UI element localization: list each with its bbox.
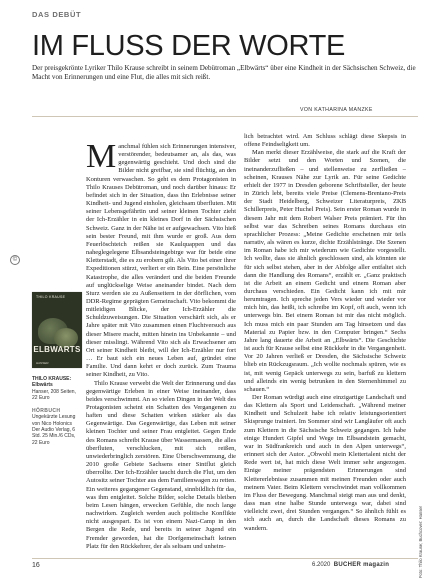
issue-number: 6.2020 [312, 562, 331, 568]
article-column-1 [86, 138, 236, 551]
article-paragraph: Thilo Krause verwebt die Welt der Erinnerung und das gegenwärtige Erleben in einer Weise ineinander, dass beides verschwimmt. An so vielen Dingen in der Welt des Protagonisten scheint ein Schatten des Vergangenen zu haften und diese Schatten wirken stärker als das Gegenwärtige. Das Gegenwärtige, das Leben mit seiner kleinen Tochter und seiner Frau entgleitet. Gegen Ende des Romans schreibt Krause über Wassermassen, die alles überfluten, verschlucken, mit sich reißen, unwiederbringlich zerstören. Eine Überschwemmung, die 2010 große Gebiete Sachsens einer Sintflut gleich überrollte. Der Ich-Erzähler taucht durch die Flut, um den Autositz seiner Tochter aus dem Familienwagen zu retten. Ein weiteres gegangener Gegenstand, sinnbildlich für das, was ihm entgleitet. Solche Bilder, solche Details bleiben beim Lesen hängen, erwecken Gefühle, die noch lange nachwirken. Zugleich werden auch politische Konflikte nicht ausgespart. Es ist von einem Nazi-Camp in den Bergen die Rede, und bereits in seiner Jugend ein Fremder geworden, hat die Dorfgemeinschaft keinen Platz für den Rückkehrer, der als seltsam und unheim- [86, 379, 236, 550]
article-paragraph: Man merkt dieser Erzählweise, die stark auf die Kraft der Bilder setzt und den Worten und Szenen, die ineinanderzufließen – und stellenweise zu zerfließen – scheinen, Krauses Nähe zur Lyrik an. Für seine Gedichte erhielt der 1977 in Dresden geborene Schriftsteller, der heute in Zürich lebt, bereits viele Preise (Clemens-Brentano-Preis der Stadt Heidelberg, Schweizer Literaturpreis, ZKB Schillerpreis, Peter Huchel Preis). Sein erster Roman wurde in diesem Jahr mit dem Robert Walser Preis prämiert. Für ihn selbst war das Schreiben seines Romans durchaus ein sprachlicher Prozess: „Meine Gedichte erscheinen mir teils narrativ, als wären es kurze, dichte Erzählstränge. Die Szenen im Roman habe ich mir wiederum wie Gedichte vorgestellt. Ich wollte, dass sie ähnlich geschlossen sind, als könnten sie für sich selbst stehen, aber in der Abfolge aller entfaltet sich dann die Handlung des Romans“, erzählt er. „Ganz praktisch ist die Arbeit an einem Gedicht und einem Roman aber durchaus verschieden. Ein Gedicht kann ich mit mir herumtragen. Ich spreche jeden Vers wieder und wieder vor mich hin, das heißt, ich schreibe im Kopf, oft auch, wenn ich unterwegs bin. Bei einem Roman ist mir das nicht möglich. Ich muss mich ein paar Stunden am Tag hinsetzen und das Material zu Papier bzw. in den Computer bringen.“ Sechs Jahre lang dauerte die Arbeit an „Elbwärts“. Die Geschichte ist auch für Krause selbst eine Rückkehr in die Vergangenheit. Vor 20 Jahren verließ er Dresden, die Sächsische Schweiz blieb ein Rückzugsraum. „Ich wollte nochmals spüren, wie es ist, mit wenig Gepäck unterwegs zu sein, barfuß zu klettern und alleinds ein wenig betrunken in den Sternenhimmel zu schauen.“ [244, 149, 406, 393]
byline: VON KATHARINA MANZKE [300, 107, 373, 113]
header-divider [32, 116, 418, 117]
page-number: 16 [32, 562, 40, 569]
book-author-title: THILO KRAUSE: Elbwärts [32, 376, 72, 389]
book-info [32, 376, 78, 446]
cover-author: THILO KRAUSE [36, 295, 66, 299]
cover-title: ELBWARTS [33, 345, 81, 354]
article-paragraph: lich betrachtet wird. Am Schluss schlägt diese Skepsis in offene Feindseligkeit um. [244, 133, 406, 149]
article-paragraph: Der Roman würdigt auch eine einzigartige Landschaft und das Klettern als Sport und Leidenschaft. „Während meiner Kindheit und Schulzeit habe ich relativ leistungsorientiert Skisprunge trainiert. Im Sommer sind wir Langläufer oft auch zum Klettern in die Sächsische Schweiz gegangen. Ich habe einige Hundert Gipfel und Wege im Elbsandstein gemacht, war in Südfrankreich und auch in den Alpen unterwegs“, erinnert sich der Autor. „Obwohl mein Klettertalent nicht der Rede wert ist, hat mich diese Welt immer sehr angezogen. Einige meiner prägendsten Erinnerungen sind Klettererlebnisse zusammen mit meinen Freunden oder auch meinem Vater. Beim Klettern verschwindet man vollkommen im Fluss der Bewegung. Manchmal steigt man aus und denkt, dass man eine halbe Stunde unterwegs war, dabei sind vielleicht zwei, drei Stunden vergangen.“ So ähnlich fühlt es sich auch an, durch die Landschaft dieses Romans zu wandern. [244, 394, 406, 532]
paragraph-text: anchmal fühlen sich Erinnerungen intensiver, verstörender, bedeutsamer an, als das, was gegenwärtig geschieht. Und doch sind die Bilder nicht greifbar, sie sind flüchtig, an den Konturen verwaschen. So geht es dem Protagonisten in Thilo Krauses Debütroman, und noch darüber hinaus: Er befindet sich in der Situation, dass ihn Erlebnisse seiner Kindheit- und Jugend einholen, gleichsam überfluten. Mit seiner Lebensgefährtin und seiner kleinen Tochter zieht der Ich-Erzähler in ein kleines Dorf in der Sächsischen Schweiz. Ganz in der Nähe ist er aufgewachsen. Vito hieß sein bester Freund, mit ihm wurde er groß. Aus dem Feuerlöschteich reißen sie Kaulquappen und das naheglegelegene Elbsandsteingebirge war für beide eine Kletterstadt, die es zu erobern gilt. Als Vito bei einer ihrer Expeditionen stürzt, verliert er ein Bein. Eine persönliche Katastrophe, die alles verändert und die beiden Freunde auf unglückselige Weise aneinander bindet. Nach dem Sturz werden sie zu Außenseitern in der dörflichen, vom DDR-Regime geprägten Gemeinschaft. Vito bekommt die mitleidigen Blicke, der Ich-Erzähler die Schuldzuweisungen. Die Situation verschärft sich, als er Jahre später mit Vito zusammen einen Fluchtversuch aus dieser Misere macht, mitten hinein ins Unbekannte – und dieser misslingt. Während Vito sich als Erwachsener am Ort seiner Kindheit bleibt, will der Ich-Erzähler nur fort … Er baut sich ein neues Leben auf, gründet eine Familie. Und dann kehrt er doch zurück. Zum Trauma seiner Kindheit, zu Vito. [86, 143, 236, 379]
audiobook-details: Ungekürzte Lesung von Nico Holonics Der Audio Verlag, 6 Std. 25 Min./6 CDs, 22 Euro [32, 414, 76, 446]
article-lede: Der preisgekrönte Lyriker Thilo Krause schreibt in seinem Debütroman „Elbwärts“ über eine Kindheit in der Sächsischen Schweiz, die Macht von Erinnerungen und eine Flut, die alles mit sich reißt. [32, 64, 416, 81]
article-column-2 [244, 133, 406, 533]
footer-divider [32, 558, 418, 559]
article-headline: IM FLUSS DER WORTE [32, 30, 346, 62]
issue-info [312, 562, 389, 568]
photo-credit: Foto: Thilo Krause; Buchcover: Hanser [418, 505, 423, 578]
audiobook-label: HÖRBUCH [32, 408, 61, 415]
section-kicker: DAS DEBÜT [32, 10, 82, 19]
drop-cap: M [86, 138, 117, 175]
book-cover-image [32, 292, 82, 368]
copyright-icon: © [10, 255, 20, 265]
magazine-name: BUCHER magazin [333, 562, 390, 568]
book-details: Hanser, 208 Seiten, 22 Euro [32, 388, 76, 401]
cover-publisher: HANSER [36, 361, 49, 365]
article-paragraph [86, 138, 236, 380]
